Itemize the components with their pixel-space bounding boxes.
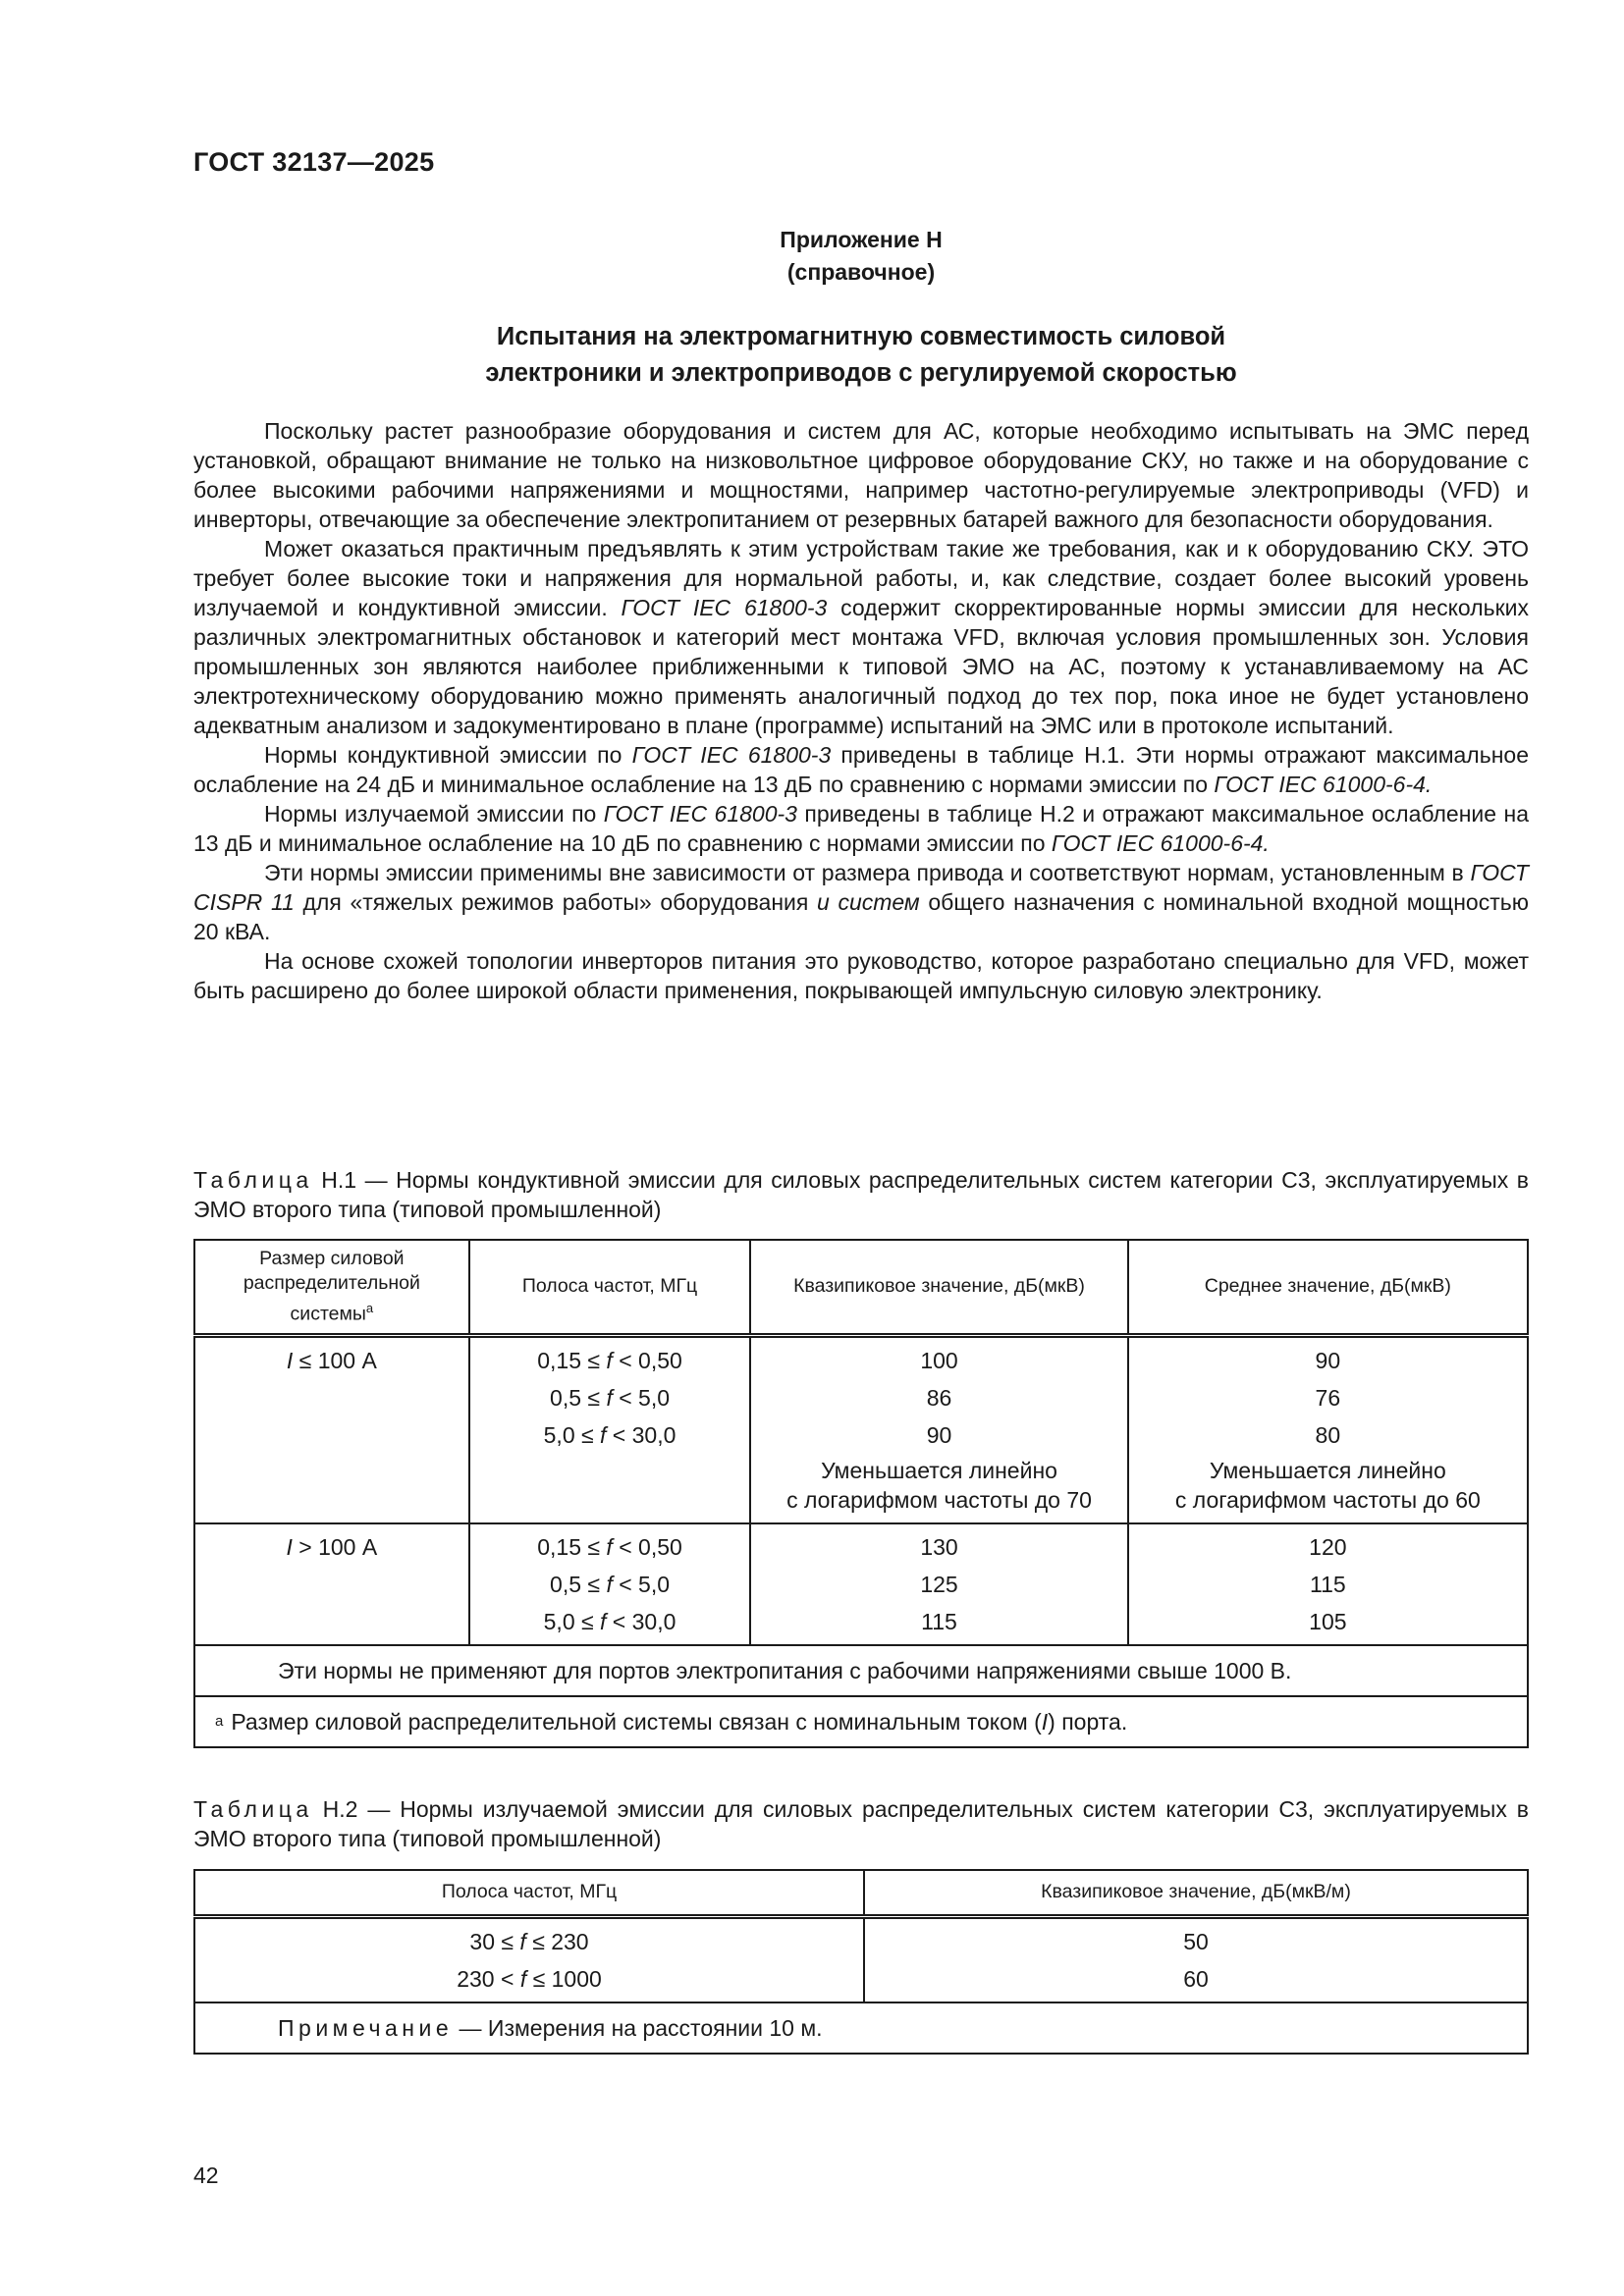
table-footnote-row (194, 1696, 1528, 1747)
paragraph-4: Нормы излучаемой эмиссии по ГОСТ IEC 61800-3 приведены в таблице Н.2 и отражают максимальное ослабление на 13 дБ и минимальное ослабление на 10 дБ по сравнению с нормами эмиссии по ГОСТ IEC 61000-6-4. (193, 801, 1529, 856)
system-size-cell: I > 100 А (194, 1523, 469, 1645)
annex-label: Приложение Н (780, 227, 943, 252)
annex-heading (193, 224, 1529, 289)
table-note-row (194, 1645, 1528, 1696)
paragraph-1: Поскольку растет разнообразие оборудования и систем для АС, которые необходимо испытывать на ЭМС перед установкой, обращают внимание не только на низковольтное цифровое оборудование СКУ, но также и на оборудование с более высокими рабочими напряжениями и мощностями, например частотно-регулируемые электроприводы (VFD) и инверторы, отвечающие за обеспечение электропитанием от резервных батарей важного для безопасности оборудования. (193, 418, 1529, 532)
table-note: Эти нормы не применяют для портов электропитания с рабочими напряжениями свыше 1000 В. (194, 1645, 1528, 1696)
average-cell: 120 115 105 (1128, 1523, 1528, 1645)
paragraph-5: Эти нормы эмиссии применимы вне зависимости от размера привода и соответствуют нормам, установленным в ГОСТ CISPR 11 для «тяжелых режимов работы» оборудования и систем общего назначения с номинальной входной мощностью 20 кВА. (193, 860, 1529, 944)
table-row (194, 1523, 1528, 1645)
table-1 (193, 1239, 1529, 1748)
frequency-cell: 0,15 ≤ f < 0,50 0,5 ≤ f < 5,0 5,0 ≤ f < 30,0 (469, 1335, 751, 1523)
standard-reference: ГОСТ CISPR 11 (193, 860, 1529, 915)
header-frequency-band: Полоса частот, МГц (469, 1240, 751, 1335)
header-frequency-band: Полоса частот, МГц (194, 1870, 864, 1916)
table-row (194, 1916, 1528, 2002)
quasi-peak-cell: 50 60 (864, 1916, 1528, 2002)
table-header-row (194, 1870, 1528, 1916)
table-header-row (194, 1240, 1528, 1335)
body-text (193, 416, 1529, 1005)
table-1-caption: Таблица Н.1 — Нормы кондуктивной эмиссии для силовых распределительных систем категории С3, эксплуатируемых в ЭМО второго типа (типовой промышленной) (193, 1167, 1529, 1222)
standard-reference: ГОСТ IEC 61800-3 (631, 742, 832, 768)
header-quasi-peak: Квазипиковое значение, дБ(мкВ/м) (864, 1870, 1528, 1916)
quasi-peak-cell: 100 86 90 Уменьшается линейно с логарифмом частоты до 70 (750, 1335, 1127, 1523)
paragraph-6: На основе схожей топологии инверторов питания это руководство, которое разработано специально для VFD, может быть расширено до более широкой области применения, покрывающей импульсную силовую электронику. (193, 948, 1529, 1003)
annex-title-line-2: электроники и электроприводов с регулируемой скоростью (485, 359, 1237, 387)
header-average: Среднее значение, дБ(мкВ) (1128, 1240, 1528, 1335)
paragraph-2: Может оказаться практичным предъявлять к этим устройствам такие же требования, как и к оборудованию СКУ. ЭТО требует более высокие токи и напряжения для нормальной работы, и, как следствие, создает более высокий уровень излучаемой и кондуктивной эмиссии. ГОСТ IEC 61800-3 содержит скорректированные нормы эмиссии для нескольких различных электромагнитных обстановок и категорий мест монтажа VFD, включая условия промышленных зон. Условия промышленных зон являются наиболее приближенными к типовой ЭМО на АС, поэтому к устанавливаемому на АС электротехническому оборудованию можно применять аналогичный подход до тех пор, пока иное не будет установлено адекватным анализом и задокументировано в плане (программе) испытаний на ЭМС или в протоколе испытаний. (193, 536, 1530, 738)
standard-reference: ГОСТ IEC 61000-6-4. (1051, 830, 1270, 856)
annex-title (193, 319, 1529, 392)
frequency-cell: 0,15 ≤ f < 0,50 0,5 ≤ f < 5,0 5,0 ≤ f < 30,0 (469, 1523, 751, 1645)
frequency-cell: 30 ≤ f ≤ 230 230 < f ≤ 1000 (194, 1916, 864, 2002)
table-footnote: $^a$ Размер силовой распределительной системы связан с номинальным током (I) порта. (194, 1696, 1528, 1747)
standard-reference: ГОСТ IEC 61800-3 (621, 595, 828, 620)
page-number: 42 (193, 2163, 219, 2188)
document-code: ГОСТ 32137—2025 (193, 147, 435, 177)
standard-reference: ГОСТ IEC 61800-3 (603, 801, 797, 827)
table-row (194, 1335, 1528, 1523)
average-cell: 90 76 80 Уменьшается линейно с логарифмом частоты до 60 (1128, 1335, 1528, 1523)
table-note-row (194, 2002, 1528, 2054)
quasi-peak-cell: 130 125 115 (750, 1523, 1127, 1645)
system-size-cell: I ≤ 100 А (194, 1335, 469, 1523)
annex-title-line-1: Испытания на электромагнитную совместимость силовой (496, 323, 1226, 350)
annex-type: (справочное) (786, 259, 936, 285)
table-note: Примечание — Измерения на расстоянии 10 м. (194, 2002, 1528, 2054)
header-quasi-peak: Квазипиковое значение, дБ(мкВ) (750, 1240, 1127, 1335)
paragraph-3: Нормы кондуктивной эмиссии по ГОСТ IEC 61800-3 приведены в таблице Н.1. Эти нормы отражают максимальное ослабление на 24 дБ и минимальное ослабление на 13 дБ по сравнению с нормами эмиссии по ГОСТ IEC 61000-6-4. (193, 742, 1529, 797)
header-system-size: Размер силовой распределительной системы$^a$ (194, 1240, 469, 1335)
table-2-caption: Таблица Н.2 — Нормы излучаемой эмиссии для силовых распределительных систем категории С3, эксплуатируемых в ЭМО второго типа (типовой промышленной) (193, 1796, 1529, 1851)
standard-reference: ГОСТ IEC 61000-6-4. (1214, 772, 1433, 797)
table-2 (193, 1869, 1529, 2055)
